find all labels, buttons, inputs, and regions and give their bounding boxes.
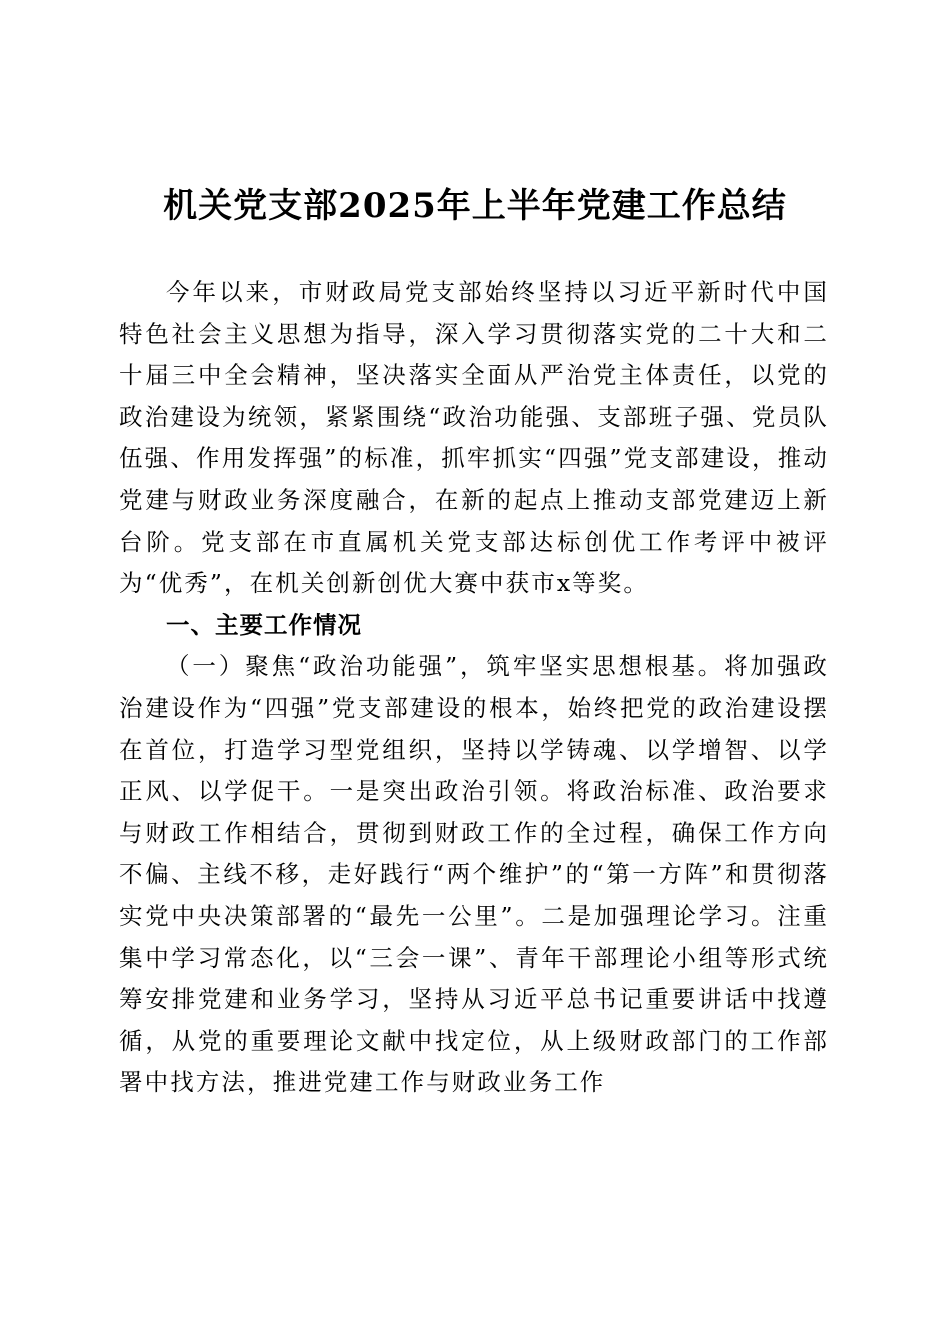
document-body [119,272,829,1104]
document-title: 机关党支部2025年上半年党建工作总结 [163,186,787,226]
section-heading: 一、主要工作情况 [166,610,362,639]
section-paragraph: （一）聚焦“政治功能强”，筑牢坚实思想根基。将加强政治建设作为“四强”党支部建设的根本，始终把党的政治建设摆在首位，打造学习型党组织，坚持以学铸魂、以学增智、以学正风、以学促干。一是突出政治引领。将政治标准、政治要求与财政工作相结合，贯彻到财政工作的全过程，确保工作方向不偏、主线不移，走好践行“两个维护”的“第一方阵”和贯彻落实党中央决策部署的“最先一公里”。二是加强理论学习。注重集中学习常态化，以“三会一课”、青年干部理论小组等形式统筹安排党建和业务学习，坚持从习近平总书记重要讲话中找遵循，从党的重要理论文献中找定位，从上级财政部门的工作部署中找方法，推进党建工作与财政业务工作 [119,652,829,1097]
intro-paragraph: 今年以来，市财政局党支部始终坚持以习近平新时代中国特色社会主义思想为指导，深入学习贯彻落实党的二十大和二十届三中全会精神，坚决落实全面从严治党主体责任，以党的政治建设为统领，紧紧围绕“政治功能强、支部班子强、党员队伍强、作用发挥强”的标准，抓牢抓实“四强”党支部建设，推动党建与财政业务深度融合，在新的起点上推动支部党建迈上新台阶。党支部在市直属机关党支部达标创优工作考评中被评为“优秀”，在机关创新创优大赛中获市x等奖。 [119,278,829,598]
